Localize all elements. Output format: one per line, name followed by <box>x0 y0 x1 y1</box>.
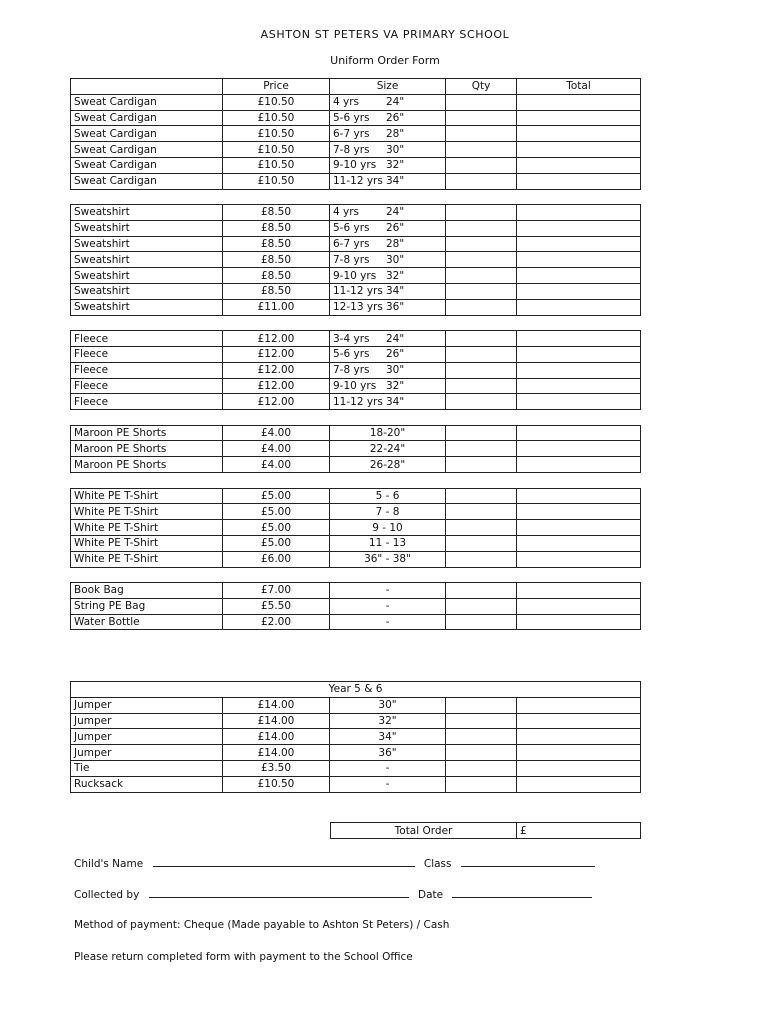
qty-cell[interactable] <box>446 441 517 457</box>
header-total: Total <box>517 79 641 95</box>
item-name: String PE Bag <box>71 598 223 614</box>
item-price: £10.50 <box>223 110 330 126</box>
item-price: £4.00 <box>223 457 330 473</box>
item-size: 18-20" <box>330 425 446 441</box>
item-size: 5 - 6 <box>330 488 446 504</box>
qty-cell[interactable] <box>446 776 517 792</box>
total-order-table <box>330 822 641 839</box>
item-name: Water Bottle <box>71 614 223 630</box>
item-size: - <box>330 776 446 792</box>
item-size: - <box>330 760 446 776</box>
qty-cell[interactable] <box>446 713 517 729</box>
item-price: £2.00 <box>223 614 330 630</box>
item-name: Maroon PE Shorts <box>71 457 223 473</box>
size-age: 4 yrs <box>333 96 360 109</box>
total-cell[interactable] <box>517 598 641 614</box>
spacer-cell <box>71 410 641 426</box>
item-row <box>71 346 641 362</box>
size-chest: 32" <box>386 159 405 172</box>
item-price: £8.50 <box>223 205 330 221</box>
qty-cell[interactable] <box>446 284 517 300</box>
item-price: £14.00 <box>223 713 330 729</box>
item-price: £5.50 <box>223 598 330 614</box>
item-size: 36" <box>330 745 446 761</box>
group-spacer <box>71 410 641 426</box>
qty-cell[interactable] <box>446 157 517 173</box>
qty-cell[interactable] <box>446 551 517 567</box>
item-size <box>330 362 446 378</box>
qty-cell[interactable] <box>446 457 517 473</box>
class-label: Class <box>423 858 452 870</box>
item-size: - <box>330 598 446 614</box>
header-qty: Qty <box>446 79 517 95</box>
size-age: 3-4 yrs <box>333 332 370 345</box>
class-field[interactable] <box>461 856 595 867</box>
item-price: £8.50 <box>223 284 330 300</box>
qty-cell[interactable] <box>446 614 517 630</box>
item-price: £14.00 <box>223 745 330 761</box>
collected-by-label: Collected by <box>74 889 140 901</box>
item-price: £10.50 <box>223 142 330 158</box>
item-name: Sweat Cardigan <box>71 94 223 110</box>
item-row <box>71 205 641 221</box>
item-price: £11.00 <box>223 299 330 315</box>
child-name-field[interactable] <box>153 856 415 867</box>
total-order-field[interactable] <box>517 823 641 839</box>
item-name: Sweatshirt <box>71 205 223 221</box>
item-size <box>330 331 446 347</box>
item-price: £10.50 <box>223 173 330 189</box>
item-row <box>71 614 641 630</box>
item-row <box>71 110 641 126</box>
header-item <box>71 79 223 95</box>
item-row <box>71 441 641 457</box>
size-age: 12-13 yrs <box>333 301 383 314</box>
qty-cell[interactable] <box>446 236 517 252</box>
item-price: £14.00 <box>223 729 330 745</box>
size-chest: 34" <box>386 285 405 298</box>
item-row <box>71 535 641 551</box>
total-order-label: Total Order <box>331 823 517 839</box>
item-row <box>71 425 641 441</box>
qty-cell[interactable] <box>446 488 517 504</box>
size-age: 11-12 yrs <box>333 175 383 188</box>
size-chest: 24" <box>386 206 405 219</box>
total-cell[interactable] <box>517 729 641 745</box>
size-chest: 34" <box>386 395 405 408</box>
size-age: 11-12 yrs <box>333 395 383 408</box>
item-row <box>71 268 641 284</box>
item-name: Maroon PE Shorts <box>71 425 223 441</box>
item-size: 9 - 10 <box>330 520 446 536</box>
item-row <box>71 583 641 599</box>
item-row <box>71 745 641 761</box>
item-price: £4.00 <box>223 425 330 441</box>
total-cell[interactable] <box>517 236 641 252</box>
item-price: £10.50 <box>223 94 330 110</box>
item-price: £12.00 <box>223 362 330 378</box>
size-age: 9-10 yrs <box>333 269 377 282</box>
item-name: Fleece <box>71 331 223 347</box>
item-row <box>71 157 641 173</box>
item-price: £10.50 <box>223 157 330 173</box>
total-cell[interactable] <box>517 126 641 142</box>
item-row <box>71 488 641 504</box>
item-price: £5.00 <box>223 488 330 504</box>
item-price: £3.50 <box>223 760 330 776</box>
item-size: - <box>330 583 446 599</box>
item-size <box>330 173 446 189</box>
item-size <box>330 394 446 410</box>
item-price: £4.00 <box>223 441 330 457</box>
collected-by-field[interactable] <box>149 887 409 898</box>
total-cell[interactable] <box>517 157 641 173</box>
size-age: 7-8 yrs <box>333 253 370 266</box>
item-price: £5.00 <box>223 504 330 520</box>
item-size <box>330 126 446 142</box>
item-name: Sweatshirt <box>71 236 223 252</box>
qty-cell[interactable] <box>446 745 517 761</box>
collected-by-line <box>74 887 598 901</box>
total-cell[interactable] <box>517 268 641 284</box>
item-name: Sweat Cardigan <box>71 142 223 158</box>
item-row <box>71 760 641 776</box>
item-row <box>71 551 641 567</box>
size-age: 7-8 yrs <box>333 143 370 156</box>
item-row <box>71 520 641 536</box>
item-name: Sweatshirt <box>71 268 223 284</box>
size-chest: 32" <box>386 269 405 282</box>
qty-cell[interactable] <box>446 94 517 110</box>
item-size <box>330 142 446 158</box>
qty-cell[interactable] <box>446 535 517 551</box>
item-size: 26-28" <box>330 457 446 473</box>
size-chest: 24" <box>386 96 405 109</box>
form-title: Uniform Order Form <box>330 54 440 67</box>
item-name: Book Bag <box>71 583 223 599</box>
item-price: £8.50 <box>223 220 330 236</box>
qty-cell[interactable] <box>446 362 517 378</box>
item-size <box>330 236 446 252</box>
item-row <box>71 284 641 300</box>
item-row <box>71 142 641 158</box>
size-age: 6-7 yrs <box>333 127 370 140</box>
item-size: 11 - 13 <box>330 535 446 551</box>
item-size <box>330 346 446 362</box>
total-cell[interactable] <box>517 697 641 713</box>
total-cell[interactable] <box>517 488 641 504</box>
item-name: Maroon PE Shorts <box>71 441 223 457</box>
item-size <box>330 252 446 268</box>
spacer-cell <box>71 473 641 489</box>
item-name: Sweat Cardigan <box>71 126 223 142</box>
group-spacer <box>71 315 641 331</box>
size-age: 5-6 yrs <box>333 348 370 361</box>
size-age: 9-10 yrs <box>333 379 377 392</box>
item-price: £8.50 <box>223 268 330 284</box>
total-cell[interactable] <box>517 94 641 110</box>
item-row <box>71 94 641 110</box>
item-row <box>71 378 641 394</box>
item-name: Fleece <box>71 394 223 410</box>
size-chest: 32" <box>386 379 405 392</box>
header-size: Size <box>330 79 446 95</box>
item-name: White PE T-Shirt <box>71 551 223 567</box>
item-name: Rucksack <box>71 776 223 792</box>
qty-cell[interactable] <box>446 205 517 221</box>
item-name: Sweat Cardigan <box>71 173 223 189</box>
item-row <box>71 457 641 473</box>
qty-cell[interactable] <box>446 346 517 362</box>
item-size <box>330 378 446 394</box>
year56-table <box>70 681 641 793</box>
item-name: White PE T-Shirt <box>71 520 223 536</box>
item-price: £12.00 <box>223 394 330 410</box>
item-name: Jumper <box>71 713 223 729</box>
size-chest: 26" <box>386 111 405 124</box>
item-row <box>71 394 641 410</box>
qty-cell[interactable] <box>446 378 517 394</box>
item-size <box>330 220 446 236</box>
item-price: £7.00 <box>223 583 330 599</box>
item-price: £12.00 <box>223 331 330 347</box>
qty-cell[interactable] <box>446 697 517 713</box>
school-name: ASHTON ST PETERS VA PRIMARY SCHOOL <box>260 28 510 41</box>
total-cell[interactable] <box>517 346 641 362</box>
size-chest: 26" <box>386 348 405 361</box>
item-name: Fleece <box>71 362 223 378</box>
qty-cell[interactable] <box>446 220 517 236</box>
total-cell[interactable] <box>517 252 641 268</box>
item-row <box>71 697 641 713</box>
size-chest: 28" <box>386 127 405 140</box>
size-chest: 30" <box>386 253 405 266</box>
qty-cell[interactable] <box>446 126 517 142</box>
size-age: 5-6 yrs <box>333 111 370 124</box>
uniform-order-table <box>70 78 641 630</box>
column-header-row <box>71 79 641 95</box>
size-chest: 28" <box>386 238 405 251</box>
size-chest: 34" <box>386 175 405 188</box>
qty-cell[interactable] <box>446 729 517 745</box>
total-cell[interactable] <box>517 378 641 394</box>
item-price: £6.00 <box>223 551 330 567</box>
spacer-cell <box>71 315 641 331</box>
total-cell[interactable] <box>517 331 641 347</box>
item-size <box>330 94 446 110</box>
total-cell[interactable] <box>517 394 641 410</box>
qty-cell[interactable] <box>446 583 517 599</box>
size-age: 9-10 yrs <box>333 159 377 172</box>
item-name: Sweat Cardigan <box>71 110 223 126</box>
item-price: £10.50 <box>223 776 330 792</box>
item-size <box>330 268 446 284</box>
item-name: White PE T-Shirt <box>71 504 223 520</box>
total-cell[interactable] <box>517 205 641 221</box>
size-age: 4 yrs <box>333 206 360 219</box>
item-name: Sweat Cardigan <box>71 157 223 173</box>
item-row <box>71 776 641 792</box>
total-cell[interactable] <box>517 760 641 776</box>
payment-method-text: Method of payment: Cheque (Made payable to Ashton St Peters) / Cash <box>74 919 450 931</box>
item-name: Jumper <box>71 745 223 761</box>
qty-cell[interactable] <box>446 268 517 284</box>
item-row <box>71 331 641 347</box>
item-price: £5.00 <box>223 520 330 536</box>
item-name: Fleece <box>71 346 223 362</box>
item-size: 7 - 8 <box>330 504 446 520</box>
total-cell[interactable] <box>517 535 641 551</box>
item-price: £8.50 <box>223 236 330 252</box>
total-cell[interactable] <box>517 110 641 126</box>
item-row <box>71 126 641 142</box>
item-price: £12.00 <box>223 346 330 362</box>
size-chest: 36" <box>386 301 405 314</box>
child-name-label: Child's Name <box>74 858 144 870</box>
group-spacer <box>71 473 641 489</box>
header-price: Price <box>223 79 330 95</box>
item-name: Tie <box>71 760 223 776</box>
spacer-cell <box>71 189 641 205</box>
item-name: White PE T-Shirt <box>71 488 223 504</box>
size-age: 5-6 yrs <box>333 222 370 235</box>
item-row <box>71 173 641 189</box>
total-cell[interactable] <box>517 457 641 473</box>
child-name-line <box>74 856 601 870</box>
item-size: 34" <box>330 729 446 745</box>
item-row <box>71 299 641 315</box>
year56-header-row <box>71 682 641 698</box>
total-cell[interactable] <box>517 614 641 630</box>
group-spacer <box>71 189 641 205</box>
item-row <box>71 713 641 729</box>
total-cell[interactable] <box>517 745 641 761</box>
item-price: £8.50 <box>223 252 330 268</box>
total-cell[interactable] <box>517 173 641 189</box>
item-size <box>330 110 446 126</box>
total-cell[interactable] <box>517 284 641 300</box>
total-cell[interactable] <box>517 299 641 315</box>
item-price: £14.00 <box>223 697 330 713</box>
size-age: 6-7 yrs <box>333 238 370 251</box>
item-row <box>71 236 641 252</box>
date-label: Date <box>417 889 444 901</box>
item-row <box>71 729 641 745</box>
item-size <box>330 157 446 173</box>
total-cell[interactable] <box>517 441 641 457</box>
item-row <box>71 598 641 614</box>
total-cell[interactable] <box>517 551 641 567</box>
qty-cell[interactable] <box>446 299 517 315</box>
item-name: Jumper <box>71 697 223 713</box>
qty-cell[interactable] <box>446 173 517 189</box>
qty-cell[interactable] <box>446 252 517 268</box>
item-row <box>71 504 641 520</box>
group-spacer <box>71 567 641 583</box>
total-cell[interactable] <box>517 776 641 792</box>
qty-cell[interactable] <box>446 425 517 441</box>
item-name: Fleece <box>71 378 223 394</box>
item-size <box>330 205 446 221</box>
total-cell[interactable] <box>517 520 641 536</box>
item-name: Sweatshirt <box>71 299 223 315</box>
spacer-cell <box>71 567 641 583</box>
item-name: Sweatshirt <box>71 284 223 300</box>
total-cell[interactable] <box>517 362 641 378</box>
total-cell[interactable] <box>517 583 641 599</box>
item-row <box>71 220 641 236</box>
qty-cell[interactable] <box>446 504 517 520</box>
item-price: £10.50 <box>223 126 330 142</box>
qty-cell[interactable] <box>446 110 517 126</box>
size-age: 11-12 yrs <box>333 285 383 298</box>
item-size: - <box>330 614 446 630</box>
year56-title: Year 5 & 6 <box>71 682 641 698</box>
total-cell[interactable] <box>517 142 641 158</box>
item-name: Sweatshirt <box>71 252 223 268</box>
date-field[interactable] <box>452 887 592 898</box>
item-name: Jumper <box>71 729 223 745</box>
item-size: 36" - 38" <box>330 551 446 567</box>
currency-symbol: £ <box>520 824 527 837</box>
qty-cell[interactable] <box>446 142 517 158</box>
item-row <box>71 252 641 268</box>
total-cell[interactable] <box>517 713 641 729</box>
size-chest: 30" <box>386 364 405 377</box>
size-age: 7-8 yrs <box>333 364 370 377</box>
qty-cell[interactable] <box>446 331 517 347</box>
item-size: 32" <box>330 713 446 729</box>
return-instructions-text: Please return completed form with payment to the School Office <box>74 951 413 963</box>
item-size: 22-24" <box>330 441 446 457</box>
item-name: Sweatshirt <box>71 220 223 236</box>
size-chest: 26" <box>386 222 405 235</box>
item-price: £5.00 <box>223 535 330 551</box>
item-name: White PE T-Shirt <box>71 535 223 551</box>
qty-cell[interactable] <box>446 598 517 614</box>
qty-cell[interactable] <box>446 394 517 410</box>
item-row <box>71 362 641 378</box>
item-size: 30" <box>330 697 446 713</box>
total-cell[interactable] <box>517 220 641 236</box>
size-chest: 30" <box>386 143 405 156</box>
item-size <box>330 299 446 315</box>
item-size <box>330 284 446 300</box>
qty-cell[interactable] <box>446 520 517 536</box>
total-cell[interactable] <box>517 504 641 520</box>
size-chest: 24" <box>386 332 405 345</box>
qty-cell[interactable] <box>446 760 517 776</box>
item-price: £12.00 <box>223 378 330 394</box>
total-cell[interactable] <box>517 425 641 441</box>
